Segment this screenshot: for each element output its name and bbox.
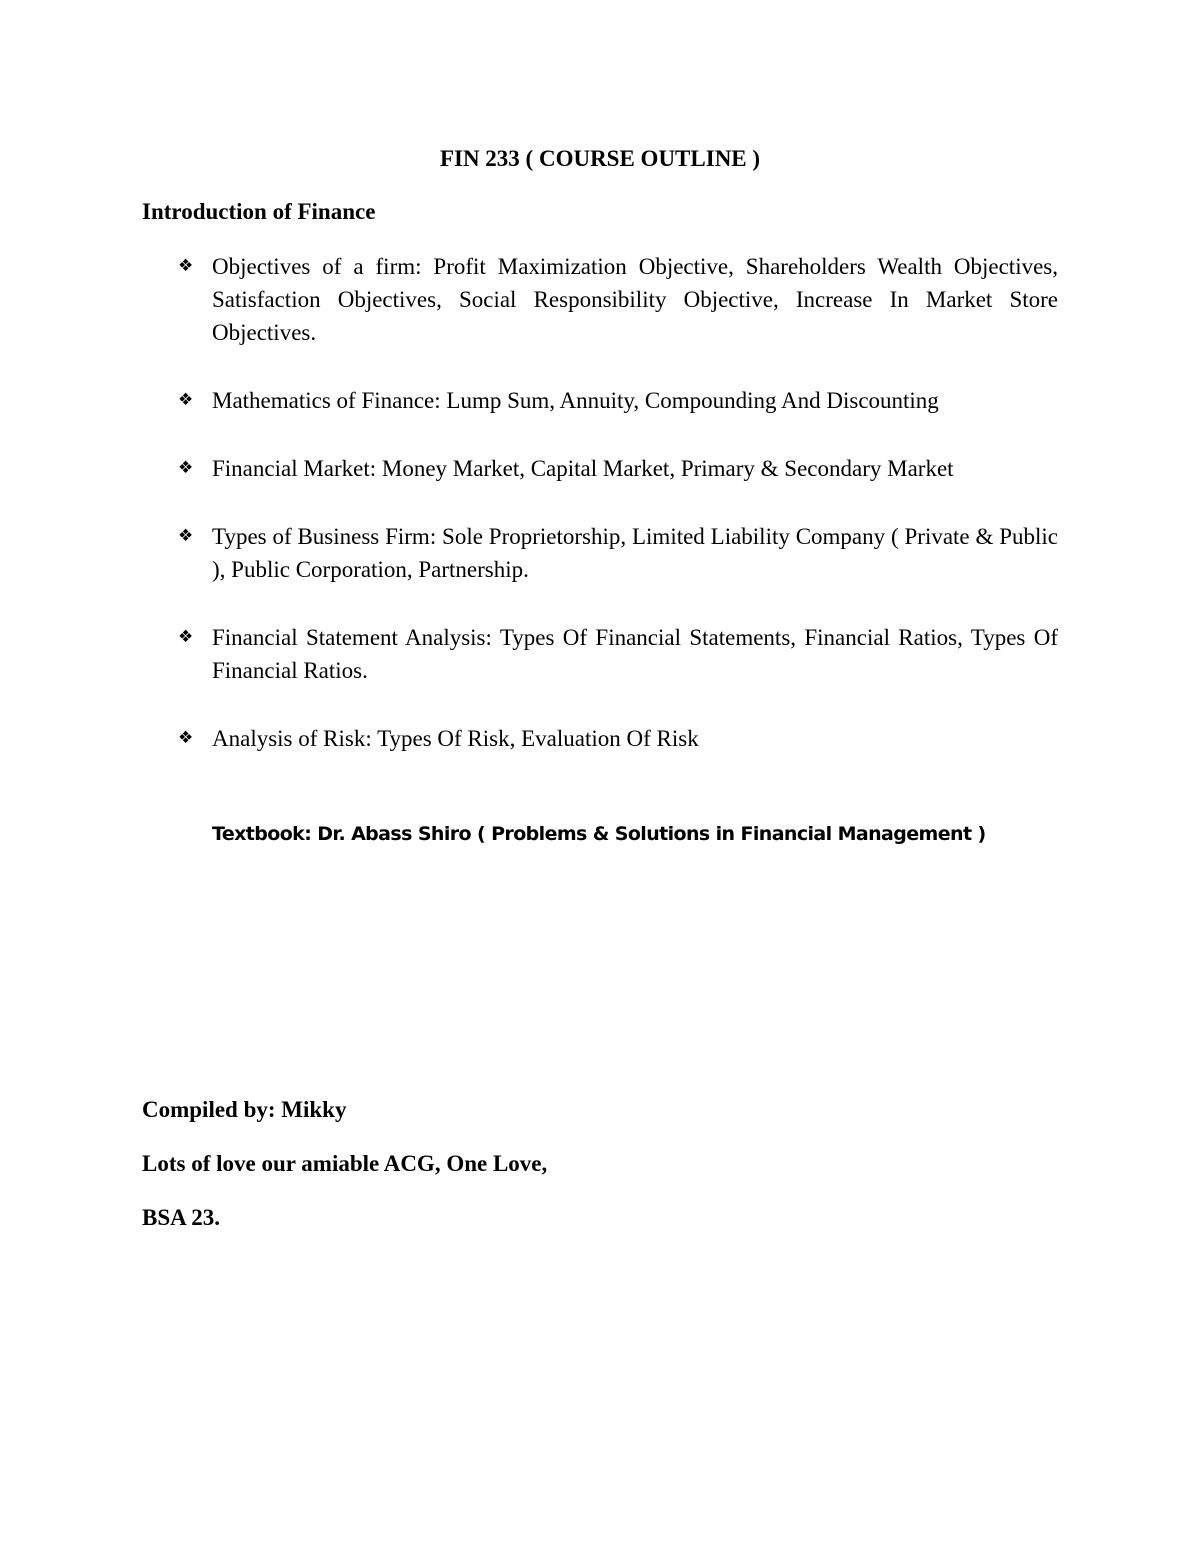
list-item xyxy=(178,452,1058,485)
outline-list xyxy=(178,250,1058,790)
diamond-bullet-icon: ❖ xyxy=(178,526,194,546)
textbook-reference: Textbook: Dr. Abass Shiro ( Problems & Solutions in Financial Management ) xyxy=(212,823,986,845)
list-item-text: Analysis of Risk: Types Of Risk, Evaluation Of Risk xyxy=(212,726,699,751)
list-item xyxy=(178,384,1058,417)
diamond-bullet-icon: ❖ xyxy=(178,728,194,748)
list-item xyxy=(178,722,1058,755)
list-item-text: Financial Statement Analysis: Types Of Financial Statements, Financial Ratios, Types Of Financial Ratios. xyxy=(212,625,1058,683)
list-item-text: Mathematics of Finance: Lump Sum, Annuity, Compounding And Discounting xyxy=(212,388,939,413)
list-item-text: Objectives of a firm: Profit Maximization Objective, Shareholders Wealth Objectives, Satisfaction Objectives, Social Responsibility Objective, Increase In Market Store Objectives. xyxy=(212,254,1058,345)
dedication-line: Lots of love our amiable ACG, One Love, xyxy=(142,1151,548,1176)
section-heading: Introduction of Finance xyxy=(142,199,376,224)
diamond-bullet-icon: ❖ xyxy=(178,458,194,478)
compiled-by: Compiled by: Mikky xyxy=(142,1097,347,1122)
list-item xyxy=(178,250,1058,349)
class-label: BSA 23. xyxy=(142,1205,220,1230)
diamond-bullet-icon: ❖ xyxy=(178,256,194,276)
diamond-bullet-icon: ❖ xyxy=(178,390,194,410)
diamond-bullet-icon: ❖ xyxy=(178,627,194,647)
list-item xyxy=(178,520,1058,586)
list-item xyxy=(178,621,1058,687)
list-item-text: Financial Market: Money Market, Capital Market, Primary & Secondary Market xyxy=(212,456,954,481)
list-item-text: Types of Business Firm: Sole Proprietorship, Limited Liability Company ( Private & Public ), Public Corporation, Partnership. xyxy=(212,524,1058,582)
page-title: FIN 233 ( COURSE OUTLINE ) xyxy=(439,146,761,171)
